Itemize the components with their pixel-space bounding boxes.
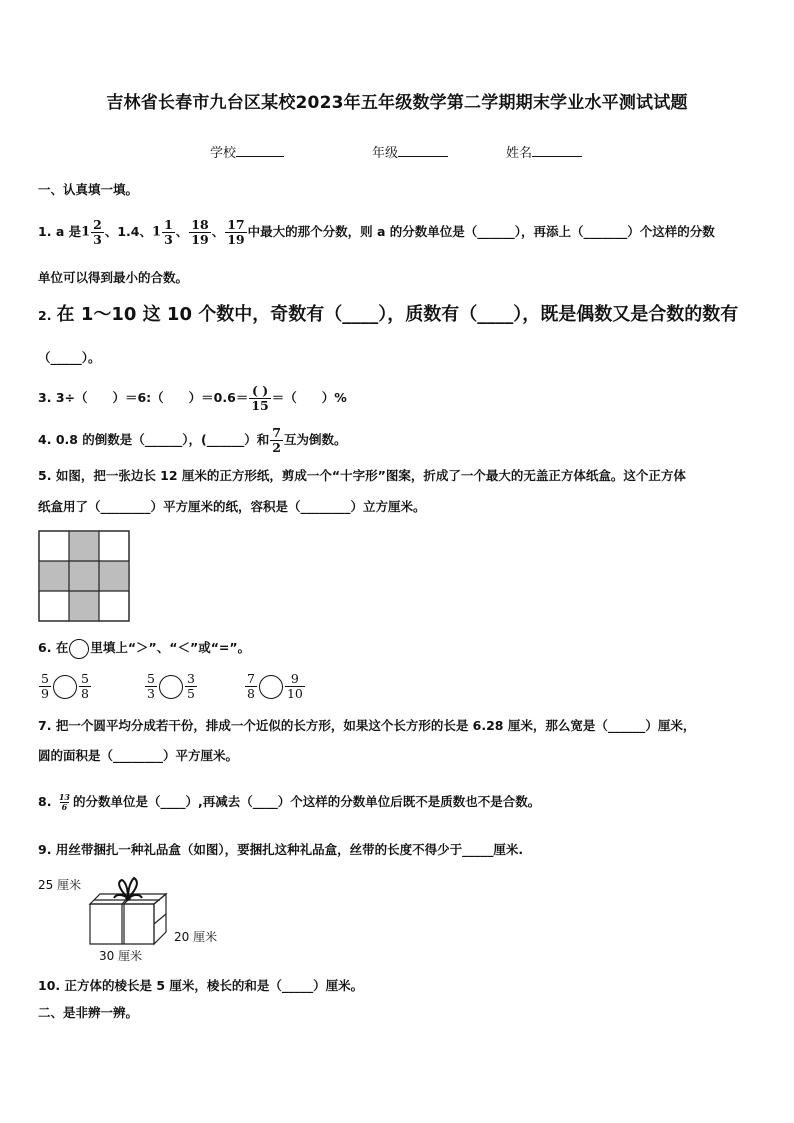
q1-frac3-num: 18 [191, 217, 209, 232]
q3-text-1: 3÷（ ）＝6:（ ）＝0.6＝ [55, 390, 249, 405]
q6-p1-a [39, 672, 51, 701]
q1-frac3-den: 19 [191, 232, 209, 247]
q7-text-2: 圆的面积是（________）平方厘米。 [38, 748, 239, 763]
q6-p2-a-num: 5 [147, 671, 155, 686]
q1-sep-2: 、 [175, 224, 189, 239]
q3-frac-num: ( ) [251, 383, 269, 398]
q1-frac2-num: 1 [164, 217, 173, 232]
q5-text-2: 纸盒用了（________）平方厘米的纸，容积是（________）立方厘米。 [38, 499, 426, 514]
q1-text-1: 中最大的那个分数，则 a 的分数单位是（______），再添上（_______）个这样的分数 [247, 224, 715, 239]
q4-frac-num: 7 [272, 425, 281, 440]
question-9 [38, 840, 523, 860]
name-blank[interactable] [532, 144, 582, 157]
cross-horizontal [39, 561, 129, 591]
q6-p1-b-den: 8 [80, 686, 89, 701]
name-field [506, 142, 582, 161]
question-10 [38, 976, 363, 996]
q6-p3-b-den: 10 [286, 686, 303, 701]
q1-frac1-den: 3 [93, 232, 102, 247]
school-field [210, 142, 284, 161]
q2-text-1: 在 1～10 这 10 个数中，奇数有（____），质数有（____），既是偶数又是合数的数有 [56, 304, 739, 325]
question-6 [38, 638, 250, 659]
q10-number: 10. [38, 978, 61, 993]
q6-p1-a-num: 5 [41, 671, 49, 686]
section-1-heading: 一、认真填一填。 [38, 182, 139, 197]
q6-p2-b [185, 672, 197, 701]
cross-shape-figure [38, 530, 130, 622]
q4-fraction [270, 426, 283, 455]
q1-fraction-4 [225, 218, 246, 247]
q6-p1-answer-circle[interactable] [53, 675, 77, 699]
q3-fraction [249, 384, 270, 413]
q1-fraction-2 [162, 218, 175, 247]
bow-icon [114, 878, 142, 900]
q8-fraction [57, 793, 72, 812]
q6-p3-answer-circle[interactable] [259, 675, 283, 699]
q6-number: 6. [38, 640, 52, 655]
q4-frac-den: 2 [272, 440, 281, 455]
q6-p1-b [79, 672, 91, 701]
q1-fraction-3 [189, 218, 210, 247]
q8-frac-den: 6 [61, 802, 68, 812]
grade-label: 年级 [372, 146, 399, 161]
q7-number: 7. [38, 718, 52, 733]
question-2 [38, 304, 738, 326]
q6-pair-1 [38, 672, 92, 701]
q3-frac-den: 15 [251, 398, 269, 413]
name-label: 姓名 [506, 146, 533, 161]
q5-text-1: 如图，把一张边长 12 厘米的正方形纸，剪成一个“十字形”图案，折成了一个最大的无盖正方体纸盒。这个正方体 [55, 468, 686, 483]
gift-box-figure [86, 872, 176, 946]
q6-p2-answer-circle[interactable] [159, 675, 183, 699]
grade-blank[interactable] [398, 144, 448, 157]
q9-length-label: 30 厘米 [99, 949, 143, 963]
q6-p3-b-num: 9 [290, 671, 299, 686]
q1-frac2-whole: 1 [152, 224, 162, 240]
ribbon-side [154, 914, 166, 924]
q9-text: 用丝带捆扎一种礼品盒（如图），要捆扎这种礼品盒，丝带的长度不得少于_____厘米. [55, 842, 524, 857]
q6-p2-b-num: 3 [186, 671, 195, 686]
q3-number: 3. [38, 390, 52, 405]
q8-number: 8. [38, 794, 52, 809]
q6-p3-a-den: 8 [247, 686, 255, 701]
q6-pair-2 [144, 672, 198, 701]
q5-number: 5. [38, 468, 52, 483]
q6-p2-a-den: 3 [147, 686, 155, 701]
question-7 [38, 716, 695, 736]
q6-p2-b-den: 5 [186, 686, 195, 701]
q2-number: 2. [38, 308, 52, 323]
q1-a-is: a 是 [55, 224, 82, 239]
school-blank[interactable] [236, 144, 284, 157]
q6-post: 里填上“＞”、“＜”或“=”。 [90, 640, 251, 655]
q8-text: 的分数单位是（____）,再减去（____）个这样的分数单位后既不是质数也不是合数。 [72, 794, 541, 809]
q6-p1-b-num: 5 [80, 671, 89, 686]
page-title: 吉林省长春市九台区某校2023年五年级数学第二学期期末学业水平测试试题 [106, 93, 688, 113]
q6-pair-3 [244, 672, 306, 701]
q1-fraction-1 [91, 218, 104, 247]
q6-p1-a-den: 9 [41, 686, 49, 701]
q1-frac4-num: 17 [227, 217, 245, 232]
q1-frac4-den: 19 [227, 232, 245, 247]
q4-text-2: 互为倒数。 [283, 432, 347, 447]
q1-number: 1. [38, 224, 52, 239]
q9-width-label: 20 厘米 [174, 930, 218, 944]
q1-frac2-den: 3 [164, 232, 173, 247]
q7-text-1: 把一个圆平均分成若干份，排成一个近似的长方形，如果这个长方形的长是 6.28 厘米，那么宽是（______）厘米， [55, 718, 696, 733]
q6-p3-a-num: 7 [247, 671, 255, 686]
q8-frac-num: 13 [58, 792, 70, 802]
compare-circle-icon [69, 639, 89, 659]
q6-p3-b [285, 672, 305, 701]
q9-number: 9. [38, 842, 52, 857]
q6-p3-a [245, 672, 257, 701]
q4-text-1: 0.8 的倒数是（______），(______）和 [55, 432, 270, 447]
q2-text-2: （_____）。 [38, 350, 101, 365]
q3-text-2: ＝（ ）% [271, 390, 347, 405]
q1-text-2: 单位可以得到最小的合数。 [38, 270, 189, 285]
q10-text: 正方体的棱长是 5 厘米，棱长的和是（_____）厘米。 [64, 978, 364, 993]
q6-p2-a [145, 672, 157, 701]
q9-height-label: 25 厘米 [38, 878, 82, 892]
question-8 [38, 790, 540, 814]
q1-frac1-num: 2 [93, 217, 102, 232]
question-3 [38, 378, 347, 418]
school-label: 学校 [210, 146, 237, 161]
question-4 [38, 420, 347, 460]
question-5 [38, 466, 686, 486]
question-1 [38, 212, 715, 253]
q1-frac1-whole: 1 [81, 224, 91, 240]
q1-sep-1: 、1.4、 [104, 224, 153, 239]
grade-field [372, 142, 448, 161]
q6-pre: 在 [55, 640, 69, 655]
section-2-heading: 二、是非辨一辨。 [38, 1005, 139, 1020]
q1-sep-3: 、 [211, 224, 225, 239]
q4-number: 4. [38, 432, 52, 447]
